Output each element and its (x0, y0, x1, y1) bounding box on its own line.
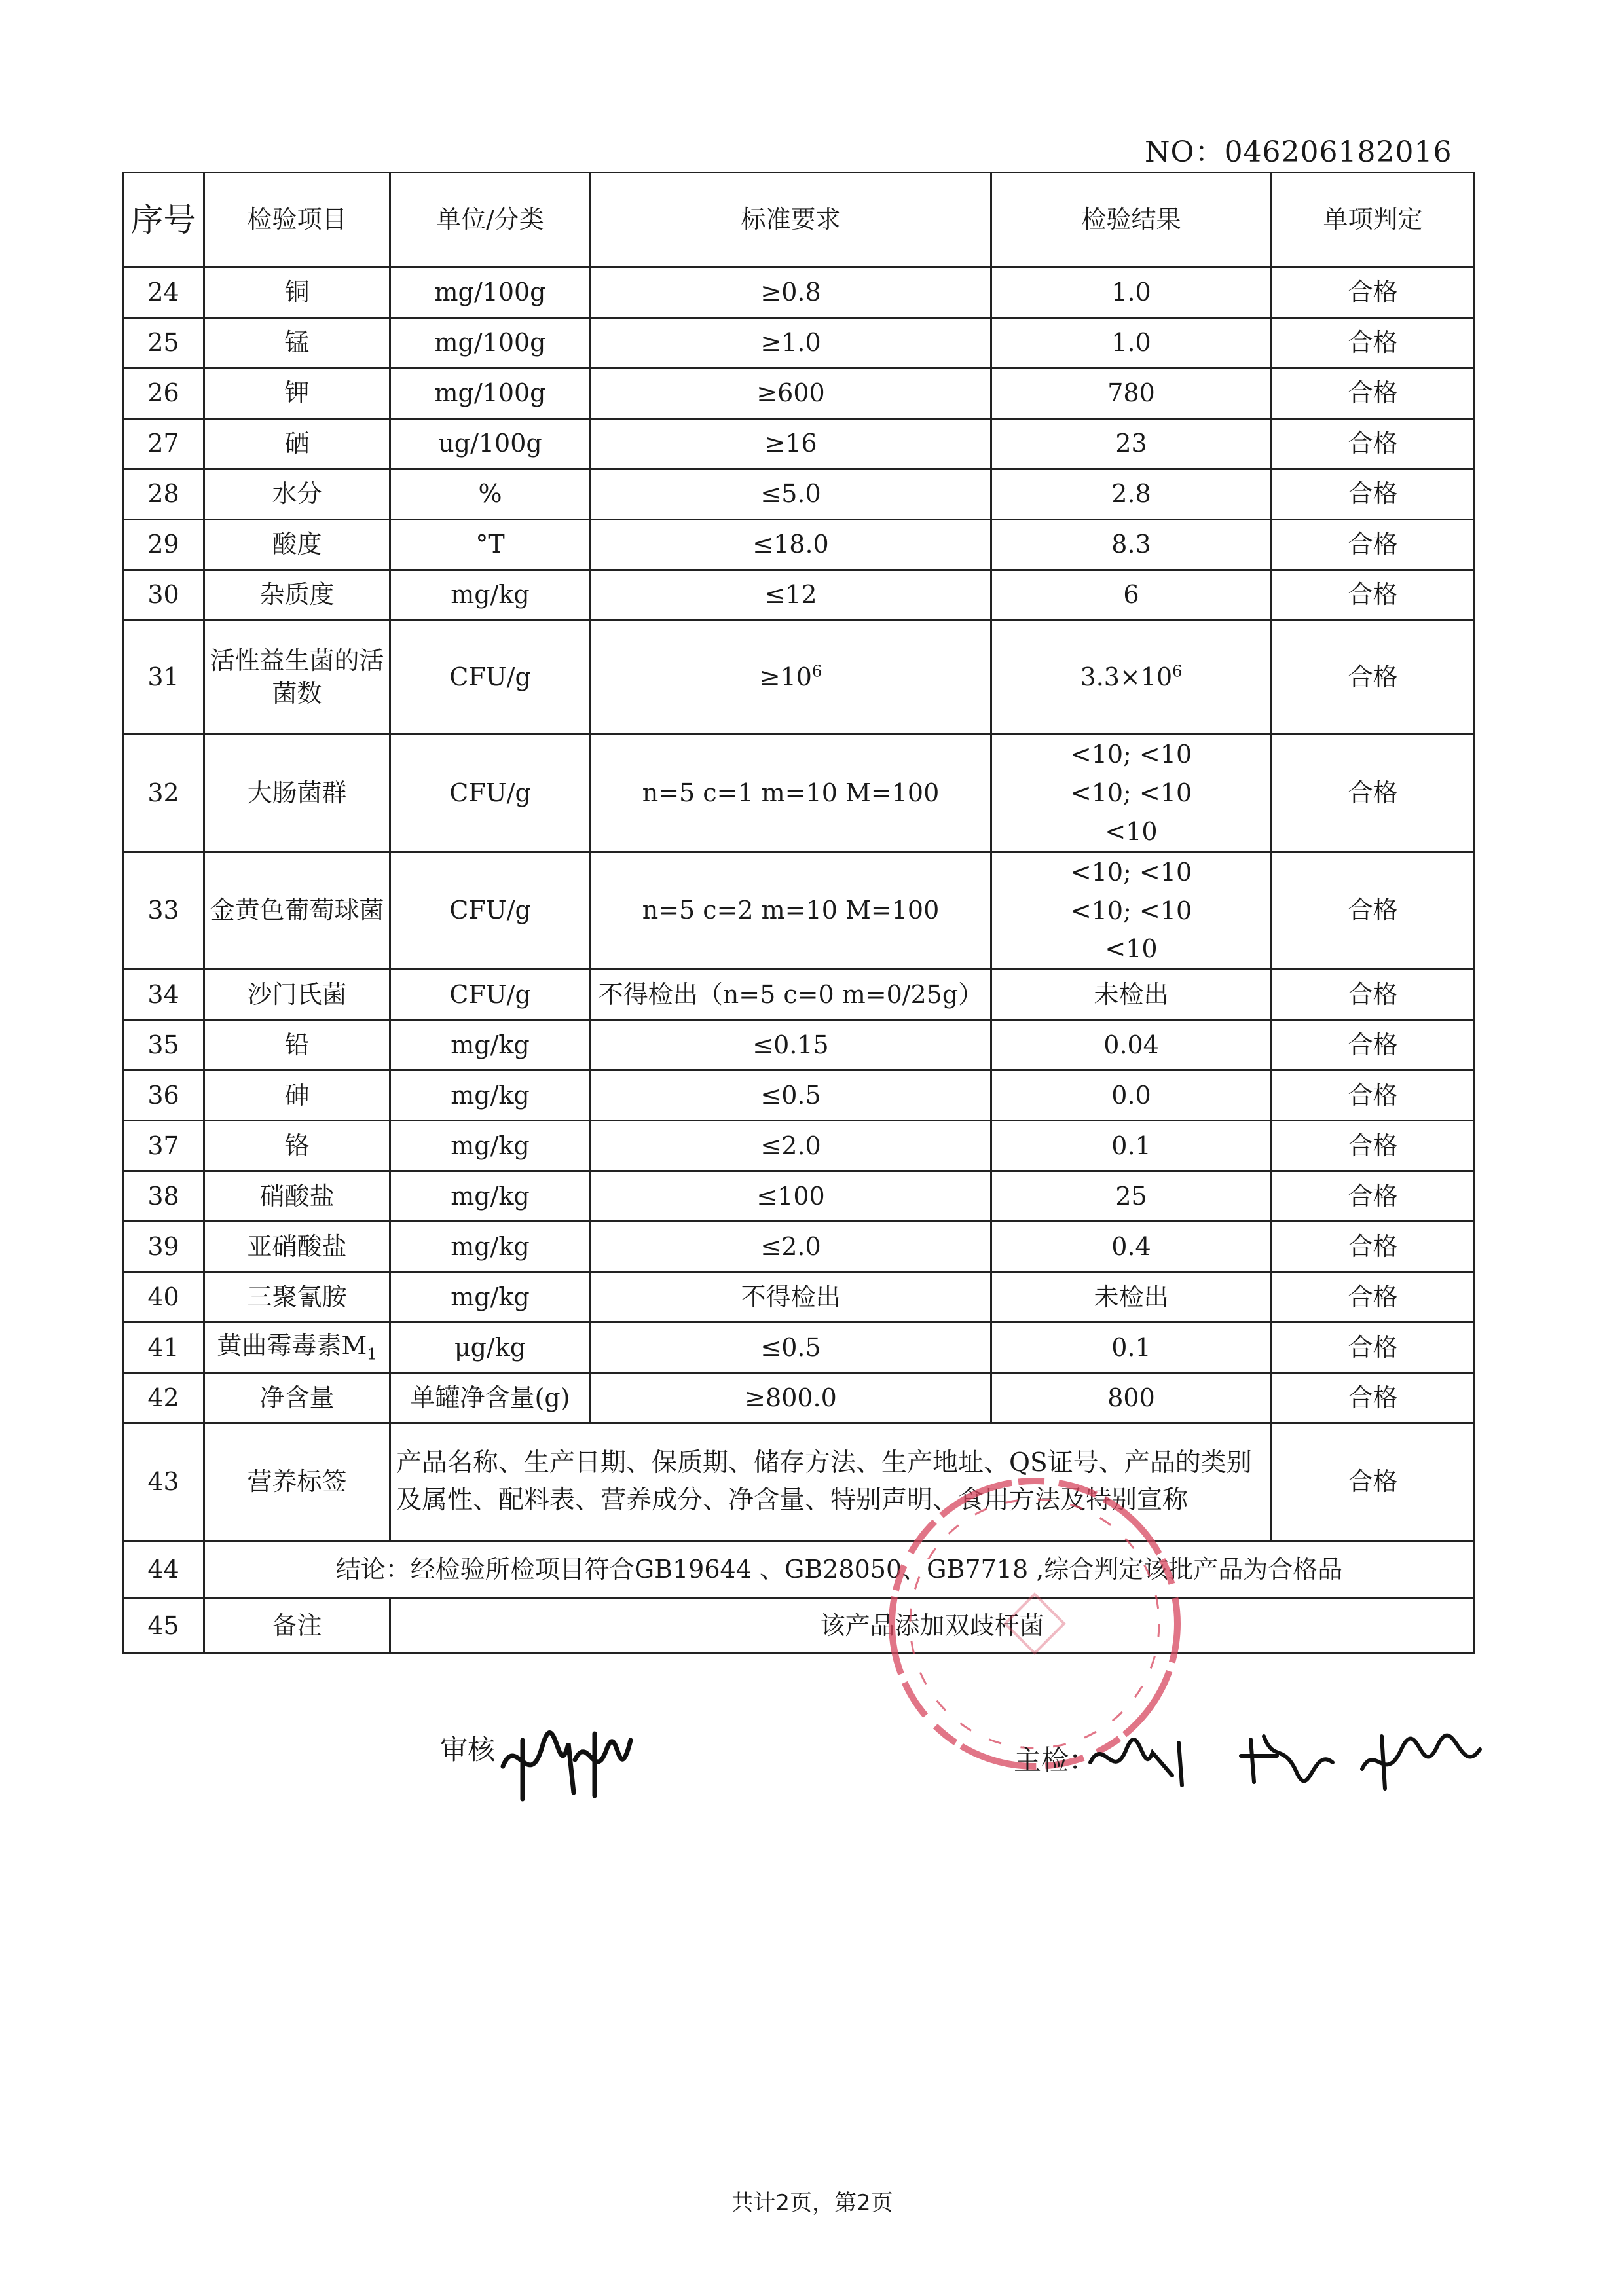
cell-standard-text: ≥16 (764, 429, 817, 458)
cell-unit-text: mg/kg (451, 580, 530, 610)
cell-judgement (1272, 520, 1475, 570)
cell-unit-text: mg/kg (451, 1131, 530, 1160)
cell-judgement (1272, 1322, 1475, 1373)
cell-unit-text: mg/kg (451, 1030, 530, 1059)
cell-standard (591, 735, 991, 852)
cell-item (204, 735, 390, 852)
subscript: 1 (367, 1345, 377, 1364)
cell-seq (123, 1272, 204, 1322)
table-row (123, 1121, 1475, 1171)
table-row (123, 520, 1475, 570)
inspector-signatures (1087, 1723, 1513, 1795)
remark-text: 该产品添加双歧杆菌 (390, 1599, 1475, 1654)
cell-result-text: <10; <10 <10; <10 <10 (1070, 740, 1192, 846)
cell-seq-text: 42 (147, 1383, 179, 1412)
cell-unit-text: CFU/g (449, 979, 531, 1009)
cell-unit-text: μg/kg (454, 1332, 526, 1362)
cell-standard (591, 852, 991, 970)
cell-unit (390, 852, 591, 970)
cell-seq (123, 520, 204, 570)
cell-item-text: 水分 (272, 479, 322, 509)
cell-standard (591, 469, 991, 520)
cell-result (991, 970, 1272, 1020)
table-row (123, 469, 1475, 520)
cell-item-text: 硝酸盐 (259, 1181, 335, 1211)
cell-result-text: 0.1 (1111, 1332, 1151, 1362)
cell-standard-text: ≥600 (756, 378, 825, 408)
cell-judgement (1272, 419, 1475, 469)
cell-unit-text: ug/100g (438, 429, 542, 458)
cell-standard (591, 1020, 991, 1070)
cell-judgement-text: 合格 (1348, 1131, 1398, 1160)
table-row (123, 1322, 1475, 1373)
cell-result-text: 8.3 (1111, 530, 1151, 559)
table-row (123, 1272, 1475, 1322)
cell-item-text: 活性益生菌的活菌数 (210, 646, 384, 708)
cell-standard-text: ≥10 (759, 662, 812, 691)
cell-judgement (1272, 570, 1475, 621)
cell-seq-text: 40 (147, 1282, 179, 1311)
table-row (123, 1423, 1475, 1541)
table-row (123, 318, 1475, 369)
cell-item (204, 970, 390, 1020)
cell-judgement-text: 合格 (1348, 778, 1398, 807)
cell-seq-text: 24 (147, 278, 179, 307)
cell-item (204, 469, 390, 520)
cell-judgement (1272, 1070, 1475, 1121)
header-result: 检验结果 (991, 173, 1272, 268)
conclusion-text: 结论：经检验所检项目符合GB19644 、GB28050、GB7718 ,综合判定该批产品为合格品 (204, 1541, 1475, 1599)
exponent: 6 (1172, 662, 1183, 681)
cell-seq (123, 1070, 204, 1121)
cell-judgement (1272, 970, 1475, 1020)
cell-seq-text: 38 (147, 1181, 179, 1211)
cell-result-text: 1.0 (1111, 328, 1151, 357)
cell-unit (390, 1020, 591, 1070)
cell-item (204, 1373, 390, 1423)
cell-unit-text: mg/kg (451, 1080, 530, 1110)
cell-standard (591, 970, 991, 1020)
cell-unit (390, 1373, 591, 1423)
cell-judgement (1272, 1222, 1475, 1272)
nutrition-label-text: 产品名称、生产日期、保质期、储存方法、生产地址、QS证号、产品的类别及属性、配料表、营养成分、净含量、特别声明、食用方法及特别宣称 (390, 1423, 1272, 1541)
cell-standard-text: n=5 c=2 m=10 M=100 (642, 896, 940, 925)
cell-item-text: 亚硝酸盐 (247, 1231, 347, 1261)
cell-judgement (1272, 1373, 1475, 1423)
cell-result (991, 520, 1272, 570)
cell-item (204, 1020, 390, 1070)
cell-standard (591, 1121, 991, 1171)
cell-standard-text: ≤0.15 (752, 1030, 829, 1059)
cell-judgement-text: 合格 (1348, 328, 1398, 357)
cell-standard (591, 621, 991, 735)
cell-unit (390, 1322, 591, 1373)
cell-item-text: 铜 (284, 278, 310, 307)
table-row (123, 621, 1475, 735)
cell-judgement-text: 合格 (1348, 1030, 1398, 1059)
cell-seq-text: 37 (147, 1131, 179, 1160)
cell-standard (591, 1171, 991, 1222)
cell-standard (591, 318, 991, 369)
cell-item (204, 1322, 390, 1373)
cell-seq-text: 25 (147, 328, 179, 357)
cell-seq-text: 28 (147, 479, 179, 509)
cell-unit (390, 318, 591, 369)
remark-row (123, 1599, 1475, 1654)
cell-standard (591, 1070, 991, 1121)
cell-seq-text: 31 (147, 662, 179, 691)
cell-standard (591, 570, 991, 621)
cell-item (204, 419, 390, 469)
cell-standard-text: 不得检出（n=5 c=0 m=0/25g） (598, 979, 984, 1009)
cell-standard-text: ≤2.0 (760, 1131, 821, 1160)
cell-item (204, 268, 390, 318)
cell-unit (390, 469, 591, 520)
cell-standard-text: ≤5.0 (760, 479, 821, 509)
cell-seq-text: 35 (147, 1030, 179, 1059)
cell-standard-text: ≥1.0 (760, 328, 821, 357)
cell-seq-text: 26 (147, 378, 179, 408)
cell-result (991, 570, 1272, 621)
cell-standard (591, 419, 991, 469)
cell-item (204, 1272, 390, 1322)
cell-judgement-text: 合格 (1348, 1383, 1398, 1412)
table-row (123, 852, 1475, 970)
cell-judgement-text: 合格 (1348, 1181, 1398, 1211)
cell-unit-text: °T (475, 530, 505, 559)
cell-judgement-text: 合格 (1348, 580, 1398, 610)
cell-unit (390, 268, 591, 318)
cell-result-text: 6 (1123, 580, 1139, 610)
cell-standard (591, 369, 991, 419)
table-row (123, 1373, 1475, 1423)
cell-unit-text: mg/100g (434, 278, 546, 307)
cell-unit (390, 1171, 591, 1222)
cell-item (204, 570, 390, 621)
cell-standard-text: ≤2.0 (760, 1231, 821, 1261)
cell-result-text: 800 (1107, 1383, 1155, 1412)
cell-unit (390, 1121, 591, 1171)
cell-standard-text: ≥0.8 (760, 278, 821, 307)
cell-standard (591, 268, 991, 318)
cell-result-text: <10; <10 <10; <10 <10 (1070, 857, 1192, 964)
cell-item-text: 铬 (284, 1131, 310, 1160)
cell-item (204, 369, 390, 419)
cell-seq-text: 27 (147, 429, 179, 458)
cell-judgement-text: 合格 (1348, 1332, 1398, 1362)
cell-judgement-text: 合格 (1348, 1080, 1398, 1110)
cell-result (991, 469, 1272, 520)
conclusion-row (123, 1541, 1475, 1599)
cell-judgement (1272, 318, 1475, 369)
cell-item (204, 1070, 390, 1121)
cell-unit (390, 520, 591, 570)
header-seq: 序号 (123, 173, 204, 268)
cell-judgement (1272, 469, 1475, 520)
auditor-signature (496, 1721, 640, 1806)
auditor-label: 审核 (440, 1734, 496, 1766)
chief-inspector-label: 主检： (1014, 1744, 1097, 1776)
cell-item-text: 三聚氰胺 (247, 1282, 347, 1311)
header-item: 检验项目 (204, 173, 390, 268)
cell-judgement-text: 合格 (1348, 896, 1398, 925)
cell-result (991, 1222, 1272, 1272)
cell-result (991, 1070, 1272, 1121)
cell-unit (390, 970, 591, 1020)
cell-standard-text: 不得检出 (741, 1282, 841, 1311)
cell-result (991, 735, 1272, 852)
cell-result (991, 318, 1272, 369)
cell-seq-text: 34 (147, 979, 179, 1009)
table-row (123, 369, 1475, 419)
cell-judgement (1272, 268, 1475, 318)
cell-seq (123, 621, 204, 735)
cell-result (991, 1272, 1272, 1322)
cell-item-text: 净含量 (259, 1383, 335, 1412)
table-row (123, 1171, 1475, 1222)
cell-result (991, 1171, 1272, 1222)
table-row (123, 570, 1475, 621)
cell-standard (591, 1373, 991, 1423)
cell-result (991, 419, 1272, 469)
cell-judgement-text: 合格 (1348, 530, 1398, 559)
cell-result (991, 369, 1272, 419)
cell-item-text: 砷 (284, 1080, 310, 1110)
cell-unit-text: CFU/g (449, 662, 531, 691)
cell-result (991, 1373, 1272, 1423)
cell-judgement (1272, 852, 1475, 970)
cell-judgement-text: 合格 (1348, 479, 1398, 509)
cell-judgement-text: 合格 (1348, 429, 1398, 458)
header-unit: 单位/分类 (390, 173, 591, 268)
cell-result (991, 1020, 1272, 1070)
cell-seq (123, 735, 204, 852)
header-standard: 标准要求 (591, 173, 991, 268)
cell-seq (123, 1020, 204, 1070)
cell-seq-text: 33 (147, 896, 179, 925)
cell-item-text: 大肠菌群 (247, 778, 347, 807)
cell-seq (123, 318, 204, 369)
page-footer: 共计2页，第2页 (731, 2190, 893, 2216)
cell-result-text: 0.4 (1111, 1231, 1151, 1261)
cell-judgement (1272, 1121, 1475, 1171)
cell-item: 营养标签 (204, 1423, 390, 1541)
cell-unit (390, 570, 591, 621)
cell-result (991, 268, 1272, 318)
report-number: NO：046206182016 (1145, 136, 1452, 169)
cell-result-text: 0.0 (1111, 1080, 1151, 1110)
cell-result-text: 25 (1115, 1181, 1147, 1211)
cell-item-text: 黄曲霉毒素M (217, 1331, 367, 1360)
cell-seq (123, 852, 204, 970)
cell-seq (123, 1222, 204, 1272)
cell-unit (390, 621, 591, 735)
cell-seq (123, 369, 204, 419)
cell-item (204, 1121, 390, 1171)
cell-result-text: 未检出 (1094, 979, 1169, 1009)
cell-seq (123, 1171, 204, 1222)
cell-seq (123, 1373, 204, 1423)
cell-unit-text: mg/100g (434, 328, 546, 357)
cell-standard (591, 1272, 991, 1322)
cell-standard-text: ≤18.0 (752, 530, 829, 559)
cell-unit-text: CFU/g (449, 896, 531, 925)
cell-unit (390, 735, 591, 852)
table-row (123, 419, 1475, 469)
cell-seq (123, 570, 204, 621)
cell-item (204, 318, 390, 369)
cell-seq (123, 1121, 204, 1171)
cell-item-text: 杂质度 (259, 580, 335, 610)
cell-standard-text: ≤0.5 (760, 1332, 821, 1362)
cell-standard (591, 1222, 991, 1272)
cell-result-text: 0.1 (1111, 1131, 1151, 1160)
inspection-table (122, 172, 1475, 1654)
cell-seq: 44 (123, 1541, 204, 1599)
cell-unit-text: CFU/g (449, 778, 531, 807)
cell-item-text: 硒 (284, 429, 310, 458)
cell-item (204, 852, 390, 970)
cell-seq-text: 36 (147, 1080, 179, 1110)
cell-standard (591, 520, 991, 570)
cell-item (204, 520, 390, 570)
cell-standard-text: ≥800.0 (745, 1383, 837, 1412)
cell-unit (390, 419, 591, 469)
table-row (123, 735, 1475, 852)
cell-item-text: 钾 (284, 378, 310, 408)
cell-judgement-text: 合格 (1348, 1282, 1398, 1311)
cell-item-text: 酸度 (272, 530, 322, 559)
cell-standard-text: ≤12 (764, 580, 817, 610)
header-judgement: 单项判定 (1272, 173, 1475, 268)
cell-unit-text: % (478, 479, 502, 509)
cell-standard-text: n=5 c=1 m=10 M=100 (642, 778, 940, 807)
table-row (123, 1070, 1475, 1121)
cell-item-text: 锰 (284, 328, 310, 357)
cell-item: 备注 (204, 1599, 390, 1654)
cell-standard (591, 1322, 991, 1373)
cell-judgement: 合格 (1272, 1423, 1475, 1541)
cell-judgement-text: 合格 (1348, 278, 1398, 307)
cell-unit (390, 1222, 591, 1272)
cell-result-text: 3.3×10 (1080, 662, 1173, 691)
cell-result (991, 852, 1272, 970)
cell-unit-text: mg/kg (451, 1231, 530, 1261)
cell-result (991, 1322, 1272, 1373)
cell-unit-text: mg/kg (451, 1181, 530, 1211)
cell-seq (123, 268, 204, 318)
cell-seq: 45 (123, 1599, 204, 1654)
cell-seq: 43 (123, 1423, 204, 1541)
cell-standard-text: ≤100 (756, 1181, 825, 1211)
cell-judgement-text: 合格 (1348, 662, 1398, 691)
cell-item-text: 铅 (284, 1030, 310, 1059)
cell-seq (123, 970, 204, 1020)
cell-judgement (1272, 1171, 1475, 1222)
cell-unit (390, 369, 591, 419)
cell-judgement (1272, 369, 1475, 419)
table-row (123, 970, 1475, 1020)
cell-seq-text: 32 (147, 778, 179, 807)
cell-seq-text: 41 (147, 1332, 179, 1362)
cell-item (204, 621, 390, 735)
cell-seq-text: 39 (147, 1231, 179, 1261)
cell-seq-text: 29 (147, 530, 179, 559)
cell-judgement (1272, 1272, 1475, 1322)
cell-standard-text: ≤0.5 (760, 1080, 821, 1110)
table-row (123, 268, 1475, 318)
table-header-row (123, 173, 1475, 268)
cell-seq (123, 419, 204, 469)
cell-item (204, 1171, 390, 1222)
cell-result-text: 23 (1115, 429, 1147, 458)
table-row (123, 1222, 1475, 1272)
cell-seq (123, 469, 204, 520)
cell-unit-text: 单罐净含量(g) (410, 1383, 570, 1412)
cell-result-text: 2.8 (1111, 479, 1151, 509)
cell-judgement (1272, 1020, 1475, 1070)
cell-unit (390, 1070, 591, 1121)
cell-result-text: 0.04 (1103, 1030, 1159, 1059)
cell-judgement (1272, 621, 1475, 735)
exponent: 6 (811, 662, 822, 681)
cell-result-text: 780 (1107, 378, 1155, 408)
cell-result (991, 1121, 1272, 1171)
cell-unit-text: mg/kg (451, 1282, 530, 1311)
cell-judgement-text: 合格 (1348, 378, 1398, 408)
cell-unit (390, 1272, 591, 1322)
cell-item (204, 1222, 390, 1272)
cell-unit-text: mg/100g (434, 378, 546, 408)
cell-result (991, 621, 1272, 735)
cell-judgement-text: 合格 (1348, 979, 1398, 1009)
cell-judgement (1272, 735, 1475, 852)
cell-seq (123, 1322, 204, 1373)
cell-result-text: 1.0 (1111, 278, 1151, 307)
table-row (123, 1020, 1475, 1070)
cell-item-text: 金黄色葡萄球菌 (210, 896, 384, 925)
cell-seq-text: 30 (147, 580, 179, 610)
cell-item-text: 沙门氏菌 (247, 979, 347, 1009)
cell-judgement-text: 合格 (1348, 1231, 1398, 1261)
cell-result-text: 未检出 (1094, 1282, 1169, 1311)
